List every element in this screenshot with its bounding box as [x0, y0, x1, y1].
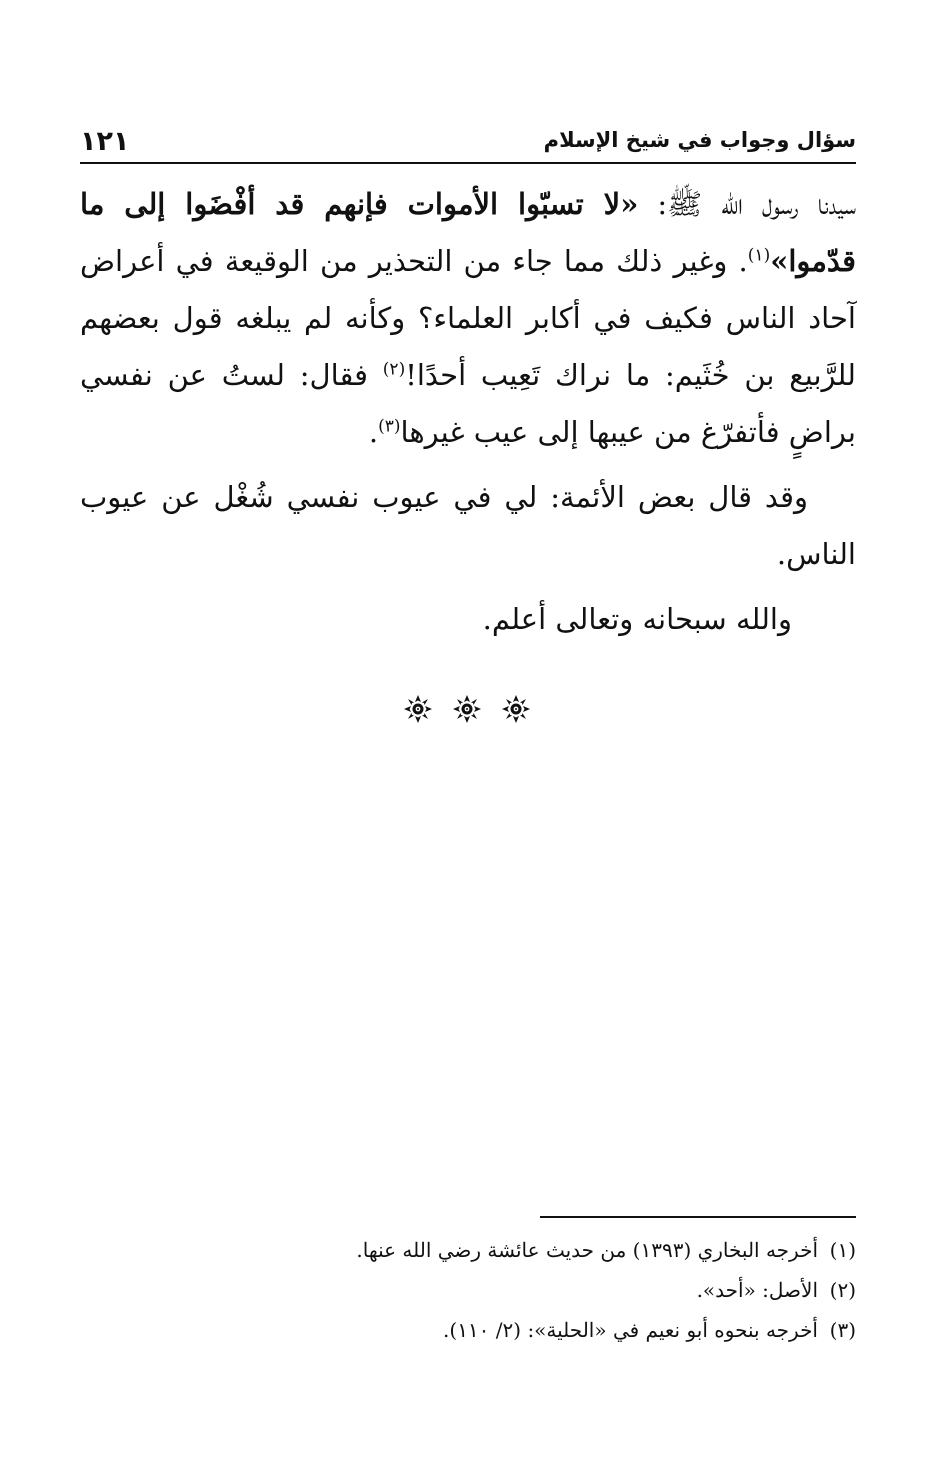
footnote-ref-2: (٢)	[382, 359, 406, 380]
footnotes	[80, 1230, 856, 1350]
section-ornaments	[0, 694, 934, 724]
footnote-number: (١)	[829, 1238, 856, 1262]
running-header-title: سؤال وجواب في شيخ الإسلام	[543, 128, 856, 152]
footnote-number: (٢)	[829, 1278, 856, 1302]
hadith-quote: «لا تسبّوا الأموات فإنهم قد أفْضَوا إلى ما قدّموا»	[80, 187, 856, 278]
header-divider	[80, 162, 856, 164]
main-text	[80, 176, 856, 648]
footnote-item	[80, 1310, 856, 1350]
running-header	[80, 128, 856, 162]
footnote-number: (٣)	[829, 1318, 856, 1342]
paragraph-1-intro: سيدنا رسول الله ﷺ:	[638, 187, 856, 221]
footnote-item	[80, 1230, 856, 1270]
footnote-item	[80, 1270, 856, 1310]
footnote-ref-1: (١)	[747, 245, 771, 266]
footnote-text: الأصل: «أحد».	[696, 1278, 818, 1302]
paragraph-1-middle: . وغير ذلك مما جاء من التحذير من الوقيعة في أعراض آحاد الناس فكيف في أكابر العلماء؟ وكأنه لم يبلغه قول بعضهم للرَّبيع بن خُثَيم: ما نراك تَعِيب أحدًا!	[80, 244, 856, 392]
paragraph-1-end: .	[368, 415, 379, 449]
floral-ornament-icon	[403, 694, 433, 724]
page-number: ١٢١	[80, 126, 130, 157]
paragraph-2: وقد قال بعض الأئمة: لي في عيوب نفسي شُغْل عن عيوب الناس.	[80, 480, 856, 571]
closing-line: والله سبحانه وتعالى أعلم.	[482, 602, 792, 636]
footnote-text: أخرجه بنحوه أبو نعيم في «الحلية»: (٢/ ١١٠).	[443, 1318, 818, 1342]
paragraph-1	[80, 176, 856, 461]
floral-ornament-icon	[501, 694, 531, 724]
footnote-text: أخرجه البخاري (١٣٩٣) من حديث عائشة رضي الله عنها.	[356, 1238, 818, 1262]
footnote-divider	[540, 1216, 856, 1218]
floral-ornament-icon	[452, 694, 482, 724]
footnote-ref-3: (٣)	[378, 416, 401, 437]
paragraph-1-after-ref2: فقال: لستُ عن نفسي براضٍ فأتفرّغ من عيبها إلى عيب غيرها	[80, 358, 856, 449]
